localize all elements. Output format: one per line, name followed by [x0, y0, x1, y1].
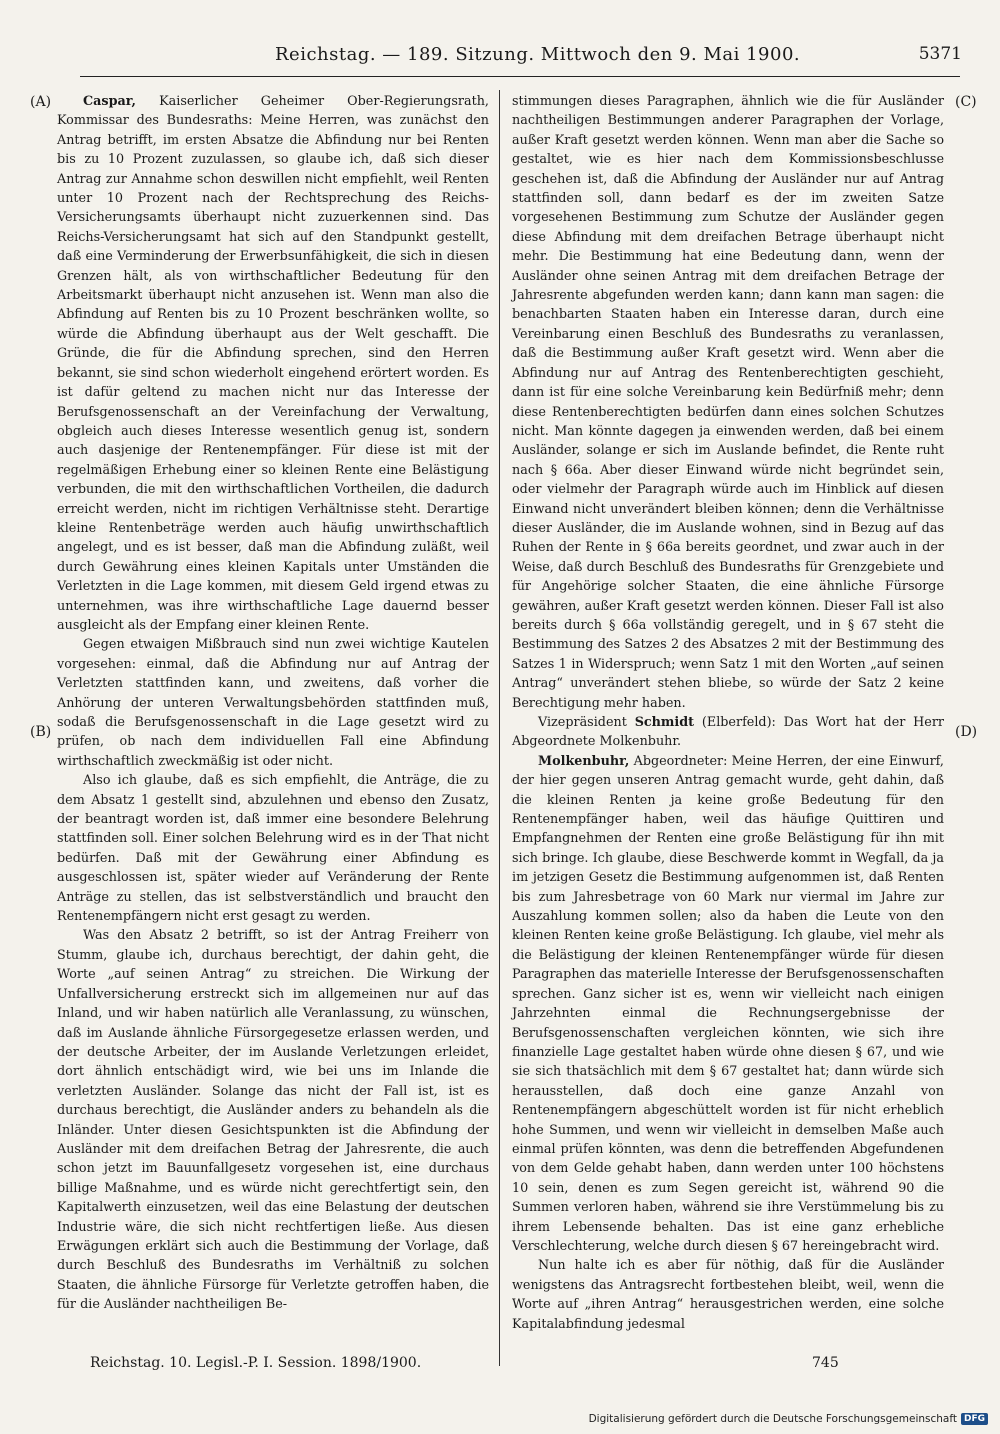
speaker-name: Molkenbuhr, [538, 753, 630, 769]
margin-marker-c: (C) [955, 94, 977, 110]
paragraph: Also ich glaube, daß es sich empfiehlt, die Anträge, die zu dem Absatz 1 gestellt sind, abzulehnen und ebenso den Zusatz, der beantragt worden ist, daß immer eine besondere Belehrung stattfinden soll. Einer solchen Belehrung wird es in der That nicht bedürfen. Daß mit der Gewährung einer Abfindung es ausgeschlossen ist, später wieder auf Veränderung der Rente Anträge zu stellen, das ist selbstverständlich und braucht den Rentenempfängern nicht erst gesagt zu werden. [57, 773, 489, 925]
column-divider [499, 90, 500, 1366]
speaker-title: Vizepräsident [538, 715, 627, 730]
speaker-name: Schmidt [634, 715, 695, 730]
right-column [512, 92, 944, 1334]
paragraph: Was den Absatz 2 betrifft, so ist der Antrag Freiherr von Stumm, glaube ich, durchaus berechtigt, der dahin geht, die Worte „auf seinen Antrag“ zu streichen. Die Wirkung der Unfallversicherung erstreckt sich im allgemeinen nur auf das Inland, und wir haben natürlich alle Veranlassung, zu wünschen, daß im Auslande ähnliche Fürsorgegesetze erlassen werden, und der deutsche Arbeiter, der im Auslande Verletzungen erleidet, dort ähnlich entschädigt wird, wie bei uns im Inlande die verletzten Ausländer. Solange das nicht der Fall ist, ist es durchaus berechtigt, die Ausländer anders zu behandeln als die Inländer. Unter diesen Gesichtspunkten ist die Abfindung der Ausländer mit dem dreifachen Betrag der Jahresrente, die auch schon jetzt im Bauunfallgesetz vorgesehen ist, eine durchaus billige Maßnahme, und es würde nicht gerechtfertigt sein, den Kapitalwerth einzusetzen, weil das eine Belastung der deutschen Industrie wäre, die sich nicht rechtfertigen ließe. Aus diesen Erwägungen erklärt sich auch die Bestimmung der Vorlage, daß durch Beschluß des Bundesraths im Verhältniß zu solchen Staaten, die ähnliche Fürsorge für Verletzte getroffen haben, die für die Ausländer nachtheiligen Be- [57, 928, 489, 1313]
running-title: Reichstag. — 189. Sitzung. Mittwoch den 9. Mai 1900. [275, 44, 801, 65]
page-header [80, 44, 980, 74]
speaker-name: Caspar, [83, 94, 136, 109]
paragraph: Gegen etwaigen Mißbrauch sind nun zwei wichtige Kautelen vorgesehen: einmal, daß die Abfindung nur auf Antrag der Verletzten stattfinden kann, und zweitens, daß vorher die Anhörung der unteren Verwaltungsbehörden stattfinden muß, sodaß die Berufsgenossenschaft in die Lage gesetzt wird zu prüfen, ob nach dem individuellen Fall eine Abfindung wirthschaftlich zweckmäßig ist oder nicht. [57, 637, 489, 769]
margin-marker-b: (B) [30, 724, 52, 740]
dfg-logo: DFG [961, 1413, 988, 1425]
paragraph-text: (Elberfeld): Das Wort hat der Herr Abgeordnete Molkenbuhr. [512, 715, 945, 750]
session-footer: Reichstag. 10. Legisl.-P. I. Session. 1898/1900. [90, 1355, 422, 1371]
paragraph: stimmungen dieses Paragraphen, ähnlich wie die für Ausländer nachtheiligen Bestimmungen anderer Paragraphen der Vorlage, außer Kraft gesetzt werden können. Wenn man aber die Sache so gestaltet, wie es hier nach dem Kommissionsbeschlusse geschehen ist, daß die Abfindung der Ausländer nur auf Antrag stattfinden soll, dann bedarf es der im zweiten Satze vorgesehenen Bestimmung zum Schutze der Ausländer gegen diese Abfindung mit dem dreifachen Betrage überhaupt nicht mehr. Die Bestimmung hat eine Bedeutung dann, wenn der Ausländer ohne seinen Antrag mit dem dreifachen Betrage der Jahresrente abgefunden werden kann; dann kann man sagen: die benachbarten Staaten haben ein Interesse daran, durch eine Vereinbarung einen Beschluß des Bundesraths zu veranlassen, daß die Bestimmung außer Kraft gesetzt wird. Wenn aber die Abfindung nur auf Antrag des Rentenberechtigten geschieht, dann ist für eine solche Vereinbarung kein Bedürfniß mehr; denn diese Rentenberechtigten bedürfen dann eines solchen Schutzes nicht. Man könnte dagegen ja einwenden werden, daß bei einem Ausländer, solange er sich im Auslande befindet, die Rente ruht nach § 66a. Aber dieser Einwand würde nicht begründet sein, oder vielmehr der Paragraph würde auch im Hinblick auf diesen Einwand nicht unverändert bleiben können; denn die Verhältnisse dieser Ausländer, die im Auslande wohnen, sind in Bezug auf das Ruhen der Rente in § 66a bereits geordnet, und zwar auch in der Weise, daß durch Beschluß des Bundesraths für Grenzgebiete und für Angehörige solcher Staaten, die eine ähnliche Fürsorge gewähren, außer Kraft gesetzt werden können. Dieser Fall ist also bereits durch § 66a vollständig geregelt, und in § 67 steht die Bestimmung des Satzes 2 des Absatzes 2 mit der Bestimmung des Satzes 1 in Widerspruch; wenn Satz 1 mit den Worten „auf seinen Antrag“ unverändert stehen bliebe, so würde der Satz 2 keine Berechtigung mehr haben. [512, 94, 944, 711]
header-rule [80, 76, 960, 77]
credit-text: Digitalisierung gefördert durch die Deutsche Forschungsgemeinschaft [588, 1413, 957, 1425]
paragraph: Nun halte ich es aber für nöthig, daß für die Ausländer wenigstens das Antragsrecht fortbestehen bleibt, weil, wenn die Worte auf „ihren Antrag“ herausgestrichen werden, eine solche Kapitalabfindung jedesmal [512, 1258, 944, 1332]
page-number: 5371 [918, 44, 962, 64]
paragraph-text: Abgeordneter: Meine Herren, der eine Einwurf, der hier gegen unseren Antrag gemacht wurde, geht dahin, daß die kleinen Renten ja keine große Bedeutung für den Rentenempfänger haben, weil das häufige Quittiren und Empfangnehmen der Renten eine große Belästigung für ihn mit sich bringe. Ich glaube, diese Beschwerde kommt in Wegfall, da ja im jetzigen Gesetz die Bestimmung aufgenommen ist, daß Renten bis zum Jahresbetrage von 60 Mark nur viermal im Jahre zur Auszahlung kommen sollen; also da haben die Leute von den kleinen Renten keine große Belästigung. Ich glaube, viel mehr als die Belästigung der kleinen Rentenempfänger würde für diesen Paragraphen das materielle Interesse der Berufsgenossenschaften sprechen. Ganz sicher ist es, wenn wir vielleicht nach einigen Jahrzehnten einmal die Rechnungsergebnisse der Berufsgenossenschaften vergleichen könnten, wie sich ihre finanzielle Lage gestaltet haben würde ohne diesen § 67, und wie sie sich thatsächlich mit dem § 67 gestaltet hat; dann würde sich herausstellen, daß doch eine ganze Anzahl von Rentenempfängern abgeschüttelt worden ist für nicht erheblich hohe Summen, und wenn wir vielleicht in demselben Maße auch einmal prüfen könnten, was denn die betreffenden Abgefundenen von dem Gelde gehabt haben, dann werden unter 100 höchstens 10 sein, denen es zum Segen gereicht ist, während 90 die Summen verloren haben, während sie ihre Verstümmelung bis zu ihrem Lebensende behalten. Das ist eine ganz erhebliche Verschlechterung, welche durch diesen § 67 hereingebracht wird. [512, 753, 944, 1254]
digitization-credit [589, 1413, 988, 1425]
sheet-number: 745 [812, 1355, 839, 1371]
margin-marker-a: (A) [30, 94, 52, 110]
paragraph-text: Kaiserlicher Geheimer Ober-Regierungsrath, Kommissar des Bundesraths: Meine Herren, was zunächst den Antrag betrifft, im ersten Absatze die Abfindung nur bei Renten bis zu 10 Prozent zuzulassen, so glaube ich, daß sich dieser Antrag zur Annahme schon deswillen nicht empfiehlt, weil Renten unter 10 Prozent nach der Rechtsprechung des Reichs-Versicherungsamts überhaupt nicht zuzuerkennen sind. Das Reichs-Versicherungsamt hat sich auf den Standpunkt gestellt, daß eine Verminderung der Erwerbsunfähigkeit, die sich in diesen Grenzen hält, als von wirthschaftlicher Bedeutung für den Arbeitsmarkt überhaupt nicht anzusehen ist. Wenn man also die Abfindung auf Renten bis zu 10 Prozent beschränken wollte, so würde die Abfindung überhaupt aus der Welt geschafft. Die Gründe, die für die Abfindung sprechen, sind den Herren bekannt, sie sind schon wiederholt eingehend erörtert worden. Es ist dafür geltend zu machen nicht nur das Interesse der Berufsgenossenschaft an der Vereinfachung der Verwaltung, obgleich auch dieses Interesse wesentlich genug ist, sondern auch dasjenige der Rentenempfänger. Für diese ist mit der regelmäßigen Erhebung einer so kleinen Rente eine Belästigung verbunden, die mit den wirthschaftlichen Vortheilen, die dadurch erreicht werden, nicht im richtigen Verhältnisse steht. Derartige kleine Rentenbeträge werden auch häufig unwirthschaftlich angelegt, und es ist besser, daß man die Abfindung zuläßt, weil durch Gewährung eines kleinen Kapitals unter Umständen die Verletzten in die Lage kommen, mit diesem Geld irgend etwas zu unternehmen, was ihre wirthschaftliche Lage dauernd besser ausgleicht als der Empfang einer kleinen Rente. [57, 94, 489, 633]
paragraph [57, 92, 489, 635]
paragraph [512, 713, 944, 752]
paragraph [512, 752, 944, 1257]
margin-marker-d: (D) [955, 724, 978, 740]
left-column [57, 92, 489, 1315]
